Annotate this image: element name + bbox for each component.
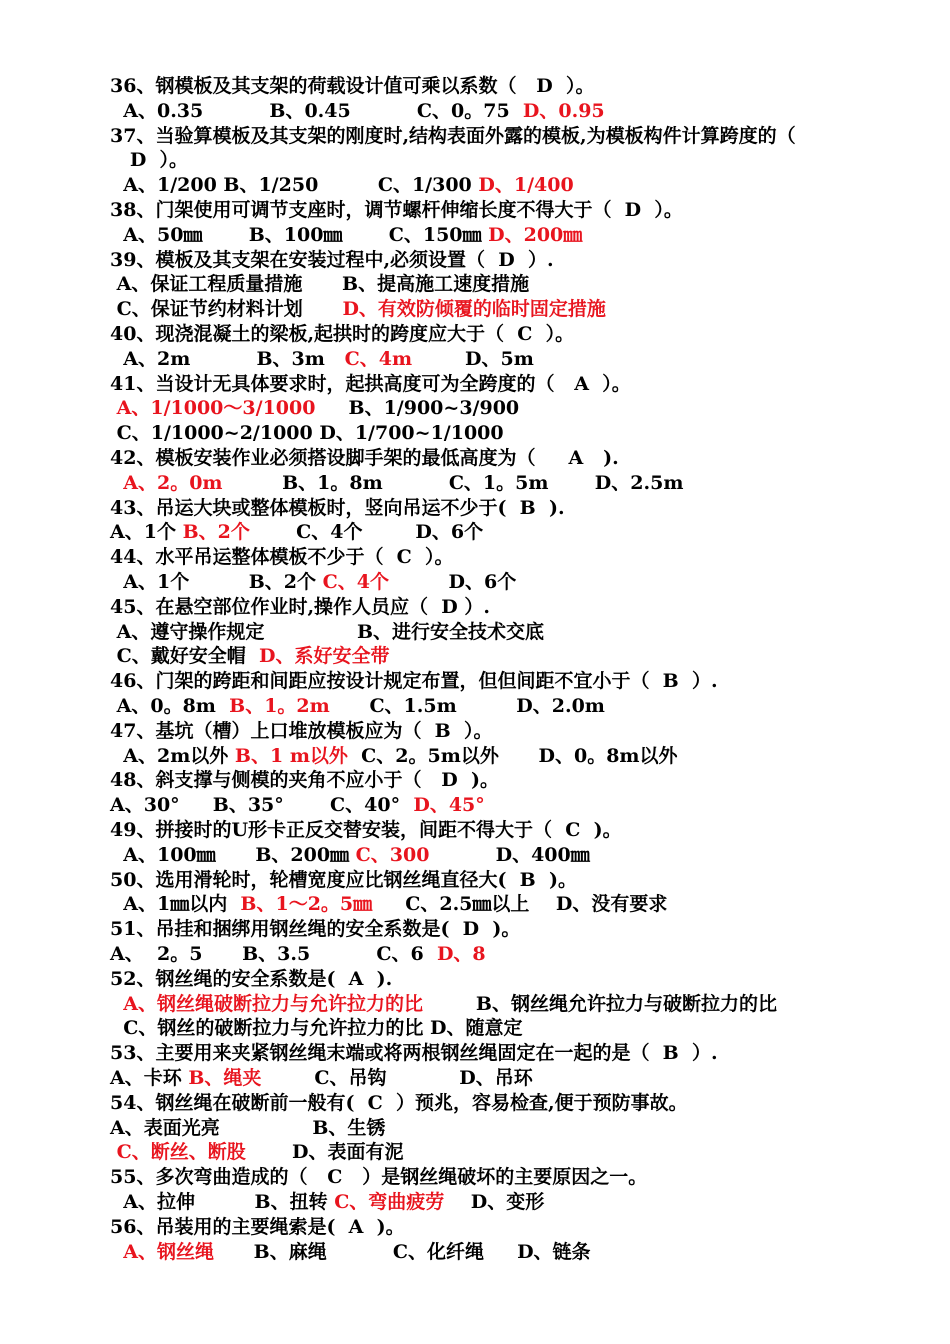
line-text <box>110 397 117 419</box>
line-text: 37、当验算模板及其支架的刚度时,结构表面外露的模板,为模板构件计算跨度的（ <box>110 124 796 147</box>
line-text: 51、吊挂和捆绑用钢丝绳的安全系数是( D )。 <box>110 918 521 941</box>
line-text: A、100㎜ B、200㎜ <box>110 843 356 866</box>
question-line <box>110 173 574 197</box>
correct-answer: D、200㎜ <box>488 223 583 246</box>
question-line <box>110 248 554 272</box>
question-line <box>110 148 188 172</box>
correct-answer: A、2。0m <box>123 471 223 494</box>
line-text: 47、基坑（槽）上口堆放模板应为（ B ）。 <box>110 719 493 742</box>
question-line <box>110 297 606 321</box>
line-text: 44、水平吊运整体模板不少于（ C ）。 <box>110 546 454 569</box>
line-text: D、表面有泥 <box>245 1141 404 1164</box>
line-text: 42、模板安装作业必须搭设脚手架的最低高度为（ A ). <box>110 447 619 469</box>
line-text: C、戴好安全帽 <box>110 645 259 668</box>
line-text: A、0.35 B、0.45 C、0。75 <box>110 99 523 122</box>
question-line <box>110 421 504 445</box>
line-text: D、6个 <box>388 571 517 593</box>
line-text: 49、拼接时的U形卡正反交替安装，间距不得大于（ C )。 <box>110 819 622 841</box>
question-line <box>110 917 520 941</box>
question-line <box>110 1240 591 1264</box>
question-line <box>110 992 777 1016</box>
line-text: 38、门架使用可调节支座时，调节螺杆伸缩长度不得大于（ D ）。 <box>110 199 683 221</box>
line-text: B、钢丝绳允许拉力与破断拉力的比 <box>422 992 777 1015</box>
line-text: 48、斜支撑与侧模的夹角不应小于（ D )。 <box>110 769 499 792</box>
question-line <box>110 1190 544 1214</box>
line-text <box>110 993 123 1015</box>
question-line <box>110 744 678 768</box>
question-line <box>110 595 490 619</box>
question-line <box>110 719 492 743</box>
line-text: D ）。 <box>110 149 189 172</box>
line-text: 41、当设计无具体要求时，起拱高度可为全跨度的（ A ）。 <box>110 372 631 395</box>
question-line <box>110 124 796 148</box>
question-line <box>110 372 631 396</box>
line-text: A、0。8m <box>110 695 230 717</box>
question-line <box>110 74 595 98</box>
correct-answer: B、1。2m <box>229 695 330 717</box>
line-text: C、2.5㎜以上 D、没有要求 <box>372 893 668 916</box>
question-line <box>110 1066 533 1090</box>
question-line <box>110 967 392 991</box>
question-line <box>110 694 605 718</box>
correct-answer: D、系好安全带 <box>258 645 390 668</box>
question-line <box>110 644 389 668</box>
question-line <box>110 223 582 247</box>
line-text: D、400㎜ <box>429 843 590 866</box>
question-line <box>110 768 499 792</box>
question-line <box>110 793 485 817</box>
line-text: A、拉伸 B、扭转 <box>110 1191 335 1213</box>
correct-answer: D、45° <box>413 794 485 817</box>
question-line <box>110 1165 647 1189</box>
line-text: A、 2。5 B、3.5 C、6 <box>110 943 437 965</box>
line-text: C、保证节约材料计划 <box>110 298 343 321</box>
line-text: A、保证工程质量措施 B、提高施工速度措施 <box>110 273 530 296</box>
question-line <box>110 545 454 569</box>
question-line <box>110 868 577 892</box>
line-text: B、麻绳 C、化纤绳 D、链条 <box>213 1240 591 1263</box>
line-text: A、卡环 <box>110 1067 189 1089</box>
question-line <box>110 198 683 222</box>
line-text: A、30° B、35° C、40° <box>110 794 414 817</box>
correct-answer: A、1/1000～3/1000 <box>116 397 316 420</box>
question-line <box>110 272 529 296</box>
question-line <box>110 843 590 867</box>
line-text: 40、现浇混凝土的梁板,起拱时的跨度应大于（ C ）。 <box>110 323 575 345</box>
line-text: A、1㎜以内 <box>110 893 241 916</box>
question-line <box>110 520 483 544</box>
question-line <box>110 1215 405 1239</box>
question-line <box>110 471 683 495</box>
correct-answer: A、钢丝绳 <box>123 1240 214 1263</box>
line-text: A、2m以外 <box>110 744 235 767</box>
line-text: C、1/1000~2/1000 D、1/700~1/1000 <box>110 422 504 445</box>
question-line <box>110 669 718 693</box>
line-text: 55、多次弯曲造成的（ C ）是钢丝绳破坏的主要原因之一。 <box>110 1166 648 1189</box>
correct-answer: B、2个 <box>182 521 250 544</box>
question-line <box>110 1091 688 1115</box>
line-text: C、1.5m D、2.0m <box>329 695 605 717</box>
question-line <box>110 570 516 594</box>
correct-answer: B、绳夹 <box>188 1067 262 1089</box>
question-line <box>110 99 605 123</box>
line-text: C、2。5m以外 D、0。8m以外 <box>347 744 678 767</box>
correct-answer: A、钢丝绳破断拉力与允许拉力的比 <box>123 992 423 1015</box>
correct-answer: C、断丝、断股 <box>116 1141 246 1164</box>
line-text: 36、钢模板及其支架的荷载设计值可乘以系数（ D ）。 <box>110 75 595 97</box>
line-text: C、吊钩 D、吊环 <box>261 1067 533 1089</box>
line-text: 39、模板及其支架在安装过程中,必须设置（ D ）. <box>110 248 554 271</box>
question-line <box>110 942 486 966</box>
line-text: A、50㎜ B、100㎜ C、150㎜ <box>110 223 489 246</box>
line-text: 43、吊运大块或整体模板时，竖向吊运不少于( B ). <box>110 496 565 519</box>
line-text: 52、钢丝绳的安全系数是( A ). <box>110 967 393 990</box>
line-text <box>110 1141 117 1163</box>
line-text: 45、在悬空部位作业时,操作人员应（ D ）. <box>110 595 490 618</box>
correct-answer: C、弯曲疲劳 <box>334 1191 445 1213</box>
line-text: 46、门架的跨距和间距应按设计规定布置，但但间距不宜小于（ B ）. <box>110 670 718 693</box>
question-line <box>110 446 619 470</box>
line-text: A、表面光亮 B、生锈 <box>110 1116 386 1139</box>
line-text: 54、钢丝绳在破断前一般有( C ）预兆，容易检查,便于预防事故。 <box>110 1091 688 1114</box>
line-text: D、变形 <box>444 1191 545 1213</box>
correct-answer: D、8 <box>436 943 486 965</box>
line-text: A、2m B、3m <box>110 347 345 370</box>
correct-answer: C、300 <box>355 843 430 866</box>
line-text: C、4个 D、6个 <box>249 521 484 544</box>
question-line <box>110 347 534 371</box>
line-text: D、5m <box>412 347 534 370</box>
line-text: 50、选用滑轮时，轮槽宽度应比钢丝绳直径大( B )。 <box>110 868 577 891</box>
question-line <box>110 496 565 520</box>
question-line <box>110 1140 404 1164</box>
correct-answer: B、1 m以外 <box>234 744 348 767</box>
question-line <box>110 620 544 644</box>
correct-answer: C、4个 <box>322 571 389 593</box>
question-line <box>110 396 519 420</box>
question-line <box>110 1016 522 1040</box>
line-text: C、钢丝的破断拉力与允许拉力的比 D、随意定 <box>110 1017 523 1040</box>
question-line <box>110 892 667 916</box>
question-line <box>110 322 574 346</box>
correct-answer: D、0.95 <box>522 99 605 122</box>
line-text: 56、吊装用的主要绳索是( A )。 <box>110 1215 405 1238</box>
question-line <box>110 1041 718 1065</box>
line-text: 53、主要用来夹紧钢丝绳末端或将两根钢丝绳固定在一起的是（ B ）. <box>110 1042 718 1065</box>
question-line <box>110 818 622 842</box>
line-text <box>110 472 123 494</box>
line-text: A、1/200 B、1/250 C、1/300 <box>110 174 479 197</box>
correct-answer: D、1/400 <box>478 174 574 197</box>
line-text <box>110 1241 123 1263</box>
correct-answer: C、4m <box>344 347 413 370</box>
line-text: A、遵守操作规定 B、进行安全技术交底 <box>110 620 545 643</box>
line-text: A、1个 <box>110 521 183 544</box>
question-line <box>110 1116 385 1140</box>
line-text: A、1个 B、2个 <box>110 571 323 593</box>
line-text: B、1/900~3/900 <box>315 397 520 420</box>
correct-answer: B、1～2。5㎜ <box>240 893 373 916</box>
line-text: B、1。8m C、1。5m D、2.5m <box>222 471 684 494</box>
correct-answer: D、有效防倾覆的临时固定措施 <box>342 298 606 321</box>
